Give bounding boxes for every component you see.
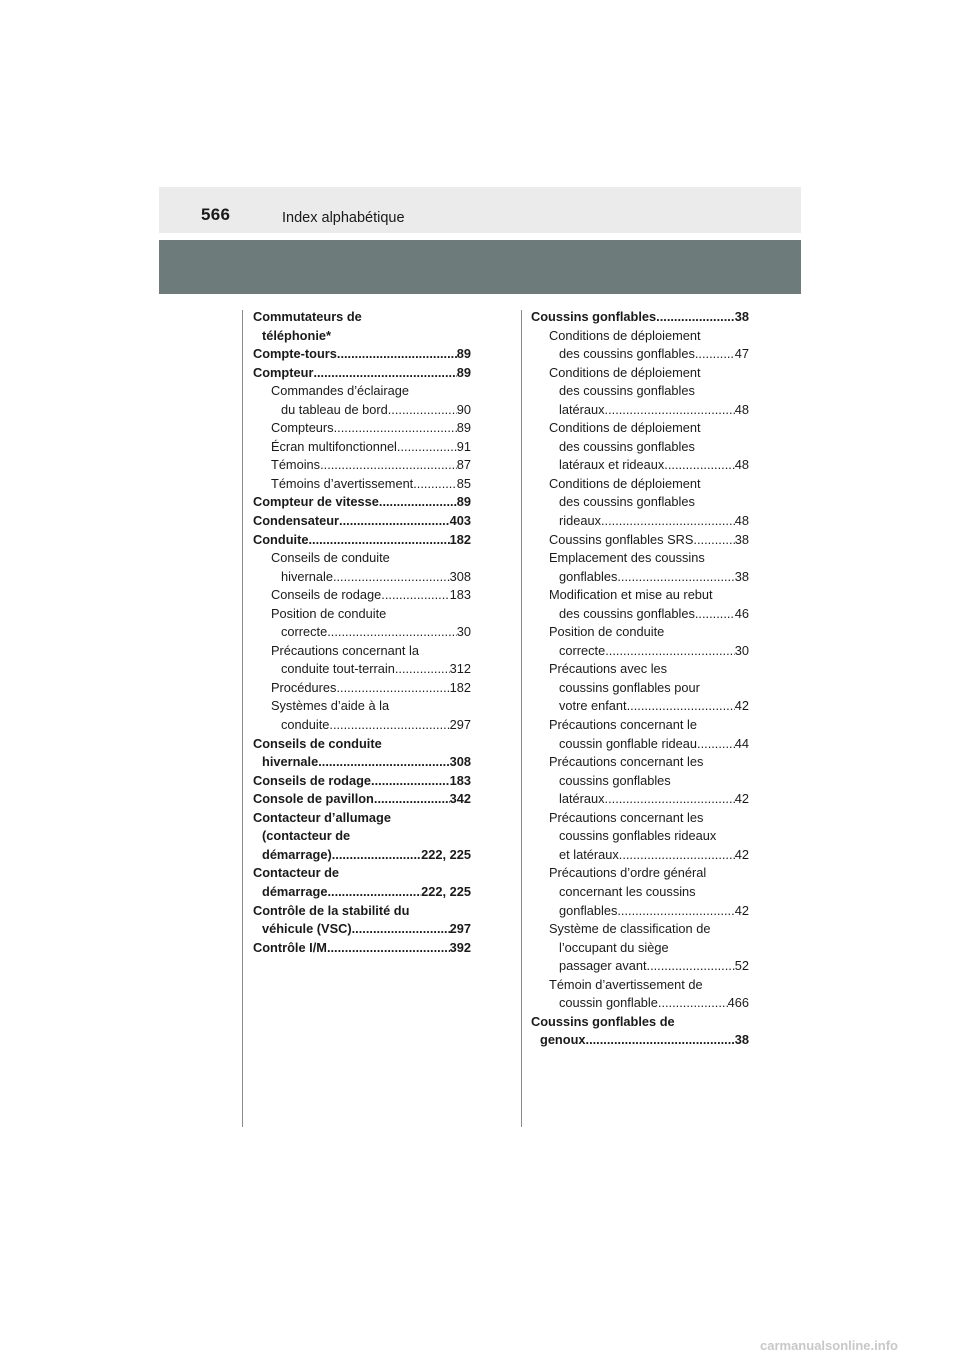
entry-label: Position de conduite (549, 624, 665, 640)
entry-label: Témoins d’avertissement (271, 475, 414, 491)
page-reference: 342 (449, 791, 471, 807)
page-reference: 48 (734, 457, 749, 473)
entry-label: du tableau de bord (281, 401, 388, 417)
page-reference: 44 (734, 735, 749, 751)
dot-leader (617, 568, 734, 587)
index-entry (531, 957, 749, 976)
entry-label: Procédures (271, 679, 337, 695)
dot-leader (332, 846, 421, 865)
entry-label: Précautions concernant la (271, 642, 419, 658)
entry-label: des coussins gonflables (559, 383, 695, 399)
entry-label: conduite (281, 717, 330, 733)
page-reference: 403 (449, 513, 471, 529)
index-entry (253, 586, 471, 605)
page-reference: 38 (734, 568, 749, 584)
entry-label: Témoin d’avertissement de (549, 976, 703, 992)
entry-label: Compte-tours (253, 346, 337, 362)
index-entry-text (253, 827, 471, 846)
index-entry (253, 512, 471, 531)
index-entry (253, 660, 471, 679)
entry-label: véhicule (VSC) (262, 921, 352, 937)
index-entry-text (531, 920, 749, 939)
entry-label: Contacteur d’allumage (253, 809, 391, 825)
entry-label: Écran multifonctionnel (271, 438, 397, 454)
entry-label: Conseils de conduite (271, 550, 390, 566)
entry-label: Console de pavillon (253, 791, 374, 807)
entry-label: gonflables (559, 568, 618, 584)
dot-leader (397, 438, 457, 457)
entry-label: (contacteur de (262, 828, 351, 844)
dot-leader (371, 772, 450, 791)
page-reference: 297 (449, 717, 471, 733)
index-entry (531, 308, 749, 327)
index-entry-text (253, 605, 471, 624)
index-entry (531, 790, 749, 809)
page-reference: 308 (449, 754, 471, 770)
entry-label: correcte (281, 624, 328, 640)
index-entry (531, 568, 749, 587)
index-entry (253, 456, 471, 475)
index-entry-text (531, 809, 749, 828)
index-entry (531, 902, 749, 921)
page-reference: 297 (449, 921, 471, 937)
entry-label: des coussins gonflables (559, 605, 695, 621)
entry-label: démarrage) (262, 846, 332, 862)
entry-label: Compteurs (271, 420, 334, 436)
index-entry-text (531, 976, 749, 995)
entry-label: latéraux (559, 791, 605, 807)
page-reference: 89 (456, 346, 471, 362)
dot-leader (334, 419, 457, 438)
column-rule-left (242, 310, 243, 1127)
chapter-band (159, 240, 801, 294)
index-entry (253, 753, 471, 772)
page-reference: 182 (449, 531, 471, 547)
entry-label: Conseils de rodage (271, 587, 382, 603)
index-entry-text (531, 864, 749, 883)
index-entry (531, 642, 749, 661)
dot-leader (379, 493, 457, 512)
index-entry (531, 846, 749, 865)
dot-leader (627, 697, 735, 716)
entry-label: Conditions de déploiement (549, 420, 701, 436)
index-entry-text (531, 438, 749, 457)
entry-label: coussins gonflables rideaux (559, 828, 717, 844)
page-reference: 42 (734, 698, 749, 714)
index-entry (253, 883, 471, 902)
dot-leader (647, 957, 735, 976)
entry-label: Emplacement des coussins (549, 550, 705, 566)
dot-leader (388, 401, 457, 420)
index-entry-text (253, 642, 471, 661)
page-reference: 38 (734, 1032, 749, 1048)
dot-leader (601, 512, 735, 531)
dot-leader (313, 364, 456, 383)
entry-label: Précautions avec les (549, 661, 668, 677)
index-entry-text (531, 327, 749, 346)
page-reference: 308 (449, 568, 471, 584)
entry-label: Conditions de déploiement (549, 327, 701, 343)
index-entry-text (531, 419, 749, 438)
page-reference: 30 (456, 624, 471, 640)
entry-label: Coussins gonflables (531, 309, 657, 324)
index-entry (253, 568, 471, 587)
page-reference: 182 (449, 679, 471, 695)
index-entry (531, 697, 749, 716)
entry-label: Précautions d’ordre général (549, 865, 707, 881)
page-reference: 89 (456, 420, 471, 436)
entry-label: Conseils de conduite (253, 735, 382, 751)
entry-label: Témoins (271, 457, 321, 473)
entry-label: Conditions de déploiement (549, 475, 701, 491)
index-entry (253, 846, 471, 865)
entry-label: téléphonie (262, 327, 326, 343)
entry-label: hivernale (262, 754, 319, 770)
dot-leader (374, 790, 450, 809)
index-entry-text (531, 493, 749, 512)
index-entry (253, 716, 471, 735)
entry-label: votre enfant (559, 698, 627, 714)
index-entry (253, 493, 471, 512)
index-entry-text (531, 753, 749, 772)
entry-label: Coussins gonflables de (531, 1013, 675, 1029)
entry-label: Contrôle I/M (253, 939, 327, 955)
page-reference: 30 (734, 642, 749, 658)
index-entry-text (253, 902, 471, 921)
index-entry (531, 345, 749, 364)
entry-label: passager avant (559, 958, 647, 974)
entry-label: coussins gonflables (559, 772, 671, 788)
dot-leader (395, 660, 450, 679)
footer-watermark: carmanualsonline.info (760, 1338, 898, 1353)
dot-leader (605, 642, 735, 661)
dot-leader (308, 531, 449, 550)
page-reference: 38 (734, 309, 749, 324)
dot-leader (327, 939, 450, 958)
index-entry (531, 531, 749, 550)
entry-label: Coussins gonflables SRS (549, 531, 694, 547)
index-entry-text (531, 716, 749, 735)
column-rule-right (521, 310, 522, 1127)
index-entry-text (253, 549, 471, 568)
entry-label: Commutateurs de (253, 309, 362, 324)
entry-label: Commandes d’éclairage (271, 383, 409, 399)
entry-label: coussin gonflable rideau (559, 735, 698, 751)
page-reference: 89 (456, 494, 471, 510)
page-reference: 47 (734, 346, 749, 362)
dot-leader (664, 456, 734, 475)
entry-label: des coussins gonflables (559, 438, 695, 454)
index-entry (531, 456, 749, 475)
index-entry-text: téléphonie * (253, 327, 471, 346)
index-entry-text (531, 883, 749, 902)
entry-label: Contacteur de (253, 865, 340, 881)
entry-label: Conditions de déploiement (549, 364, 701, 380)
index-entry (253, 790, 471, 809)
entry-label: coussin gonflable (559, 995, 658, 1011)
dot-leader (327, 883, 421, 902)
index-entry-text (253, 308, 471, 327)
index-entry-text (531, 549, 749, 568)
page-reference: 392 (449, 939, 471, 955)
page-reference: 222, 225 (421, 883, 471, 899)
header-band (159, 187, 801, 233)
entry-label: Conduite (253, 531, 309, 547)
dot-leader (333, 568, 450, 587)
index-entry (253, 939, 471, 958)
entry-label: démarrage (262, 883, 328, 899)
page-reference: 89 (456, 364, 471, 380)
dot-leader (327, 623, 457, 642)
index-entry-text (531, 660, 749, 679)
page-reference: 222, 225 (421, 846, 471, 862)
entry-label: des coussins gonflables (559, 346, 695, 362)
page-reference: 183 (449, 587, 471, 603)
entry-label: Compteur de vitesse (253, 494, 379, 510)
entry-label: Modification et mise au rebut (549, 587, 713, 603)
index-entry-text (253, 697, 471, 716)
index-entry (531, 1031, 749, 1050)
dot-leader (339, 512, 450, 531)
entry-label: concernant les coussins (559, 883, 696, 899)
index-entry (253, 438, 471, 457)
dot-leader (617, 902, 734, 921)
index-entry (531, 401, 749, 420)
index-entry (253, 345, 471, 364)
index-entry-text (531, 679, 749, 698)
page-reference: 42 (734, 902, 749, 918)
dot-leader (656, 308, 735, 327)
index-entry-text (253, 382, 471, 401)
entry-label: Systèmes d’aide à la (271, 698, 390, 714)
dot-leader (605, 790, 735, 809)
dot-leader (697, 735, 735, 754)
index-entry-text (531, 939, 749, 958)
index-entry-text (531, 772, 749, 791)
page-reference: 183 (449, 772, 471, 788)
entry-label: conduite tout-terrain (281, 661, 395, 677)
index-entry (531, 994, 749, 1013)
index-entry (253, 401, 471, 420)
page-reference: 38 (734, 531, 749, 547)
index-entry-text (531, 475, 749, 494)
dot-leader (318, 753, 449, 772)
index-entry-text (253, 735, 471, 754)
index-entry-text (531, 827, 749, 846)
entry-label: latéraux (559, 401, 605, 417)
entry-label: coussins gonflables pour (559, 679, 700, 695)
dot-leader (329, 716, 449, 735)
entry-label: gonflables (559, 902, 618, 918)
entry-label: Position de conduite (271, 605, 387, 621)
entry-label: genoux (540, 1032, 586, 1048)
page-reference: 91 (456, 438, 471, 454)
index-entry (253, 679, 471, 698)
entry-label: l’occupant du siège (559, 939, 669, 955)
index-entry (531, 512, 749, 531)
dot-leader (381, 586, 449, 605)
page-reference: 48 (734, 401, 749, 417)
entry-label: Contrôle de la stabilité du (253, 902, 410, 918)
dot-leader (619, 846, 735, 865)
index-entry (531, 605, 749, 624)
page-number: 566 (201, 205, 231, 224)
index-entry-text (531, 586, 749, 605)
dot-leader (693, 531, 734, 550)
dot-leader (695, 345, 735, 364)
page-reference: 42 (734, 846, 749, 862)
index-entry (531, 735, 749, 754)
index-entry (253, 531, 471, 550)
dot-leader (352, 920, 450, 939)
entry-label: Précautions concernant les (549, 754, 704, 770)
entry-label: des coussins gonflables (559, 494, 695, 510)
index-entry (253, 475, 471, 494)
entry-label: Précautions concernant le (549, 717, 697, 733)
entry-label: Conseils de rodage (253, 772, 372, 788)
entry-label: rideaux (559, 513, 601, 529)
dot-leader (337, 345, 457, 364)
dot-leader (413, 475, 457, 494)
index-entry (253, 364, 471, 383)
page-reference: 466 (727, 995, 749, 1011)
page-reference: 48 (734, 513, 749, 529)
index-entry (253, 920, 471, 939)
index-column-left (253, 308, 471, 957)
dot-leader (695, 605, 735, 624)
index-entry-text (253, 809, 471, 828)
entry-label: Condensateur (253, 513, 340, 529)
dot-leader (658, 994, 728, 1013)
index-entry (253, 623, 471, 642)
index-entry (253, 772, 471, 791)
page-reference: 42 (734, 791, 749, 807)
index-entry (253, 419, 471, 438)
page-reference: 52 (734, 958, 749, 974)
index-entry-text (531, 382, 749, 401)
entry-label: hivernale (281, 568, 333, 584)
dot-leader (586, 1031, 735, 1050)
entry-label: correcte (559, 642, 606, 658)
dot-leader (320, 456, 457, 475)
page-reference: 90 (456, 401, 471, 417)
index-entry-text (531, 364, 749, 383)
index-entry-text (531, 1013, 749, 1032)
index-entry-text (531, 623, 749, 642)
entry-label: latéraux et rideaux (559, 457, 665, 473)
page-reference: 312 (449, 661, 471, 677)
index-column-right (531, 308, 749, 1050)
page-reference: 46 (734, 605, 749, 621)
page-reference: 85 (456, 475, 471, 491)
index-entry-text (253, 864, 471, 883)
entry-label: Compteur (253, 364, 314, 380)
entry-label: et latéraux (559, 846, 619, 862)
section-title: Index alphabétique (282, 210, 405, 226)
page-reference: 87 (456, 457, 471, 473)
entry-label: Système de classification de (549, 921, 711, 937)
dot-leader (336, 679, 449, 698)
entry-label: Précautions concernant les (549, 809, 704, 825)
dot-leader (605, 401, 735, 420)
